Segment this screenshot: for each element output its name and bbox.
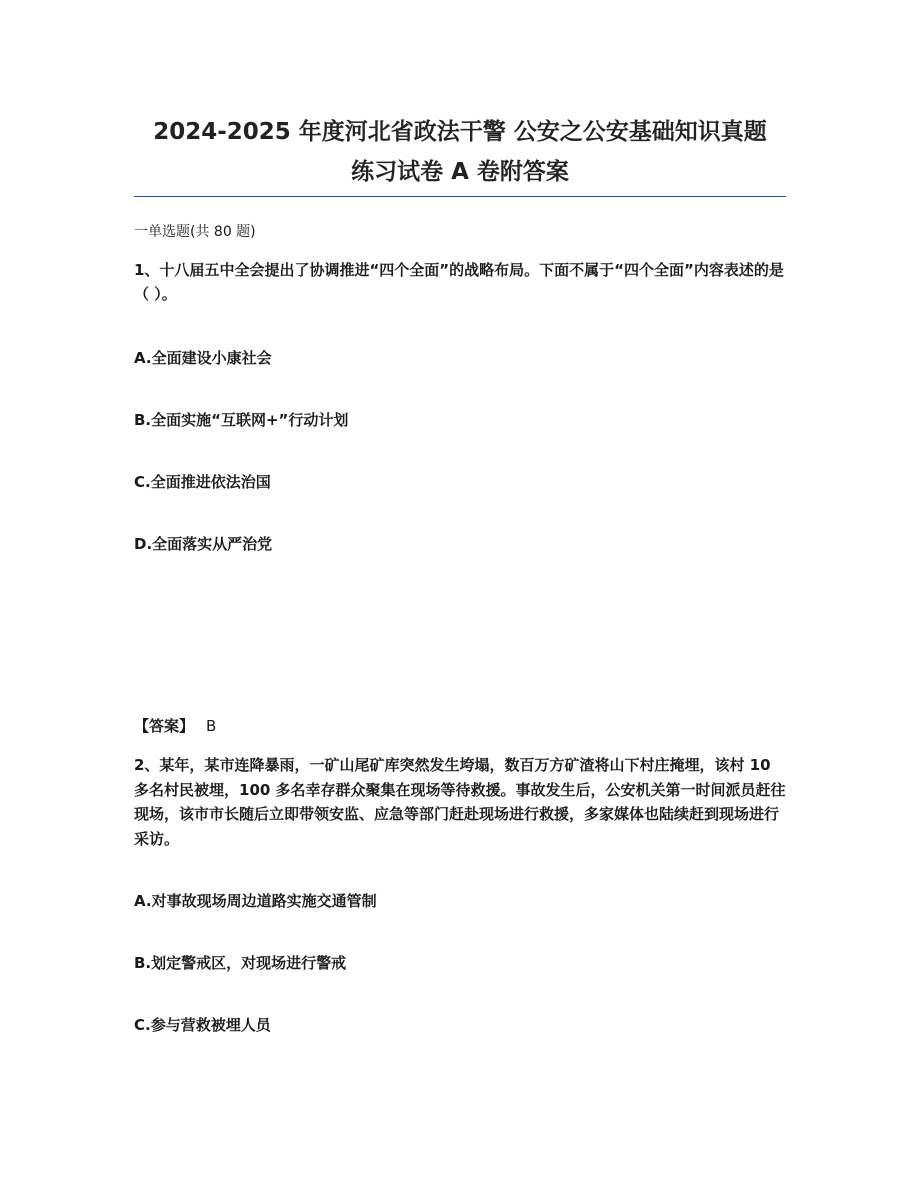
question-2-option-c: C.参与营救被埋人员 — [134, 1016, 271, 1034]
title-line-1: 2024-2025 年度河北省政法干警 公安之公安基础知识真题 — [153, 119, 767, 145]
question-1-option-b: B.全面实施“互联网+”行动计划 — [134, 411, 349, 429]
answer-value: B — [206, 717, 217, 735]
document-title — [134, 112, 786, 192]
section-heading: 一单选题(共 80 题) — [134, 224, 256, 240]
title-line-2: 练习试卷 A 卷附答案 — [351, 159, 569, 185]
question-2-text: 2、某年，某市连降暴雨，一矿山尾矿库突然发生垮塌，数百万方矿渣将山下村庄掩埋，该村 10 多名村民被埋，100 多名幸存群众聚集在现场等待救援。事故发生后，公安机关第一时间派员赶往现场，该市市长随后立即带领安监、应急等部门赶赴现场进行救援，多家媒体也陆续赶到现场进行采访。 — [134, 756, 786, 848]
question-1-answer — [134, 714, 786, 738]
question-2-option-a: A.对事故现场周边道路实施交通管制 — [134, 892, 377, 910]
question-1-text: 1、十八届五中全会提出了协调推进“四个全面”的战略布局。下面不属于“四个全面”内容表述的是（ ）。 — [134, 261, 784, 303]
question-1-option-d: D.全面落实从严治党 — [134, 535, 273, 553]
question-1-option-c: C.全面推进依法治国 — [134, 473, 271, 491]
answer-label: 【答案】 — [134, 717, 195, 735]
question-2-option-b: B.划定警戒区，对现场进行警戒 — [134, 954, 347, 972]
question-1-option-a: A.全面建设小康社会 — [134, 349, 272, 367]
title-divider — [134, 196, 786, 197]
